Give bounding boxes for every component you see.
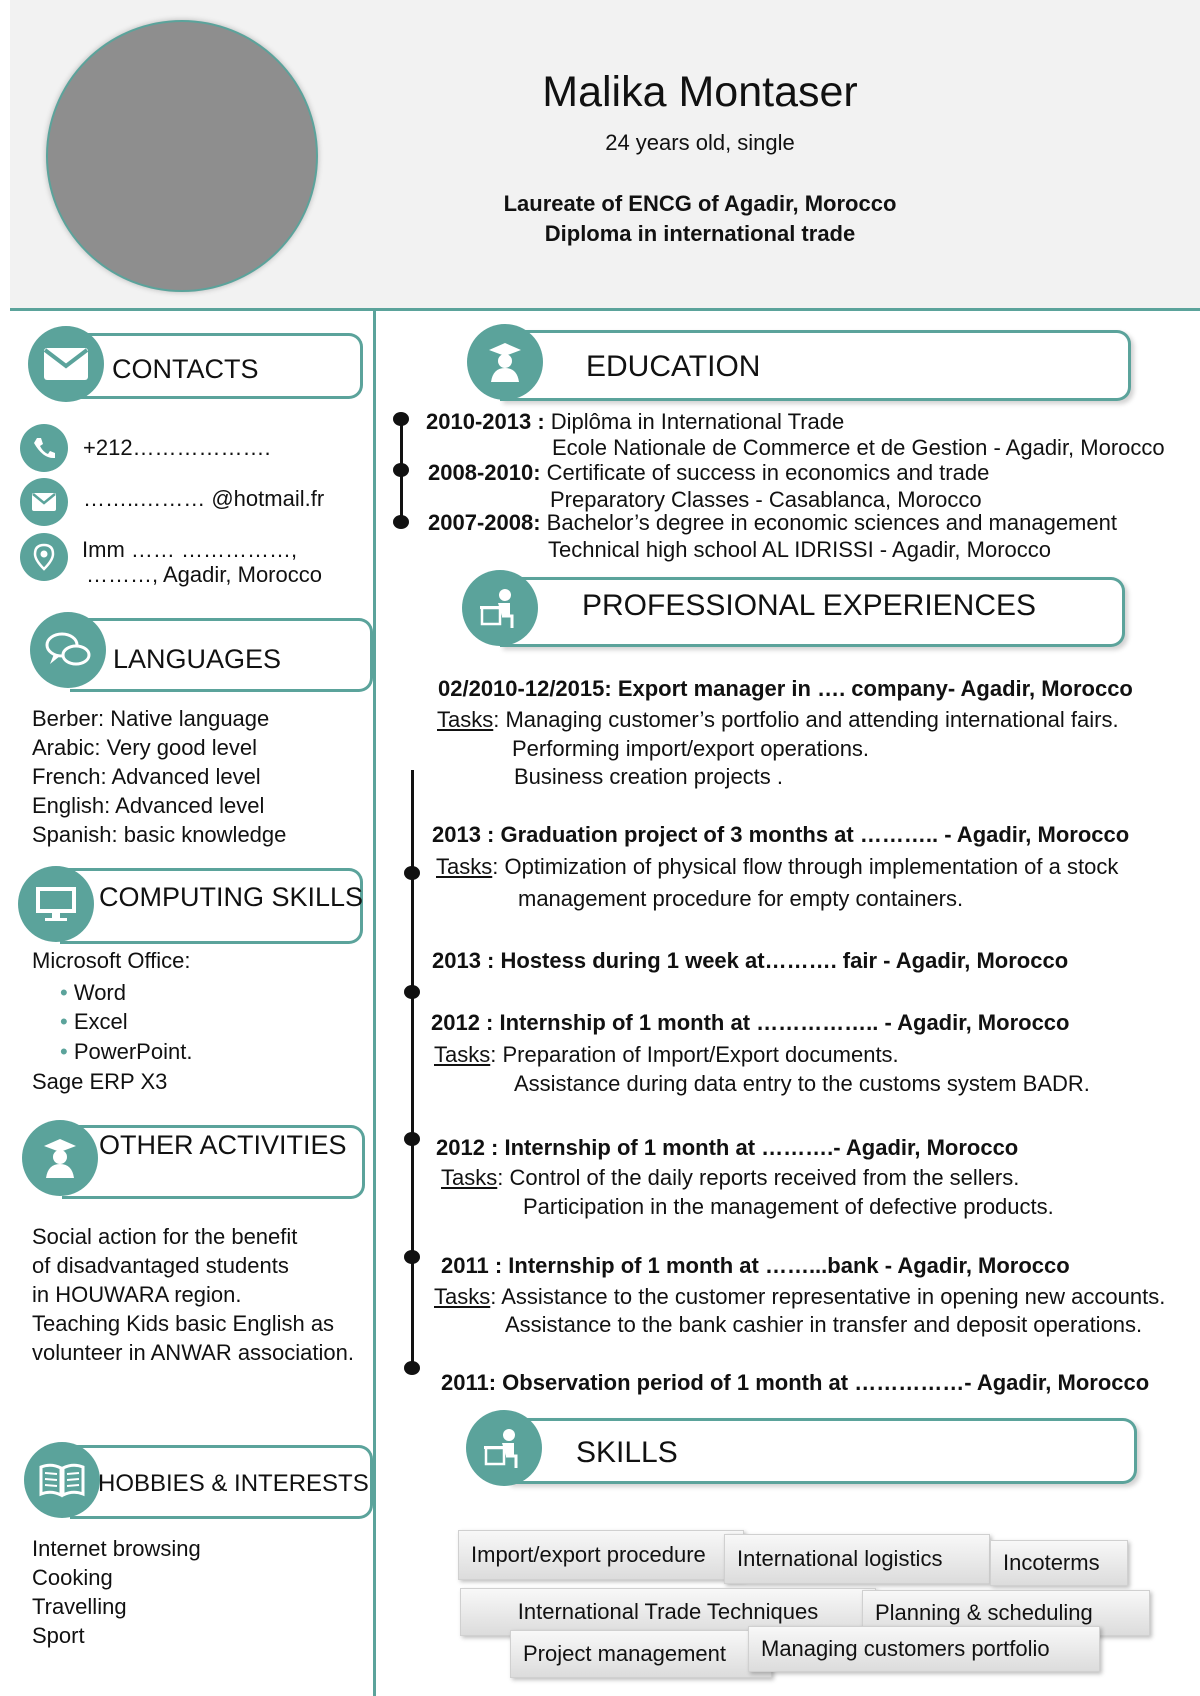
skill-tag: Project management [510,1630,772,1678]
computing-title: COMPUTING SKILLS [99,882,364,912]
computing-excel: • Excel [60,1007,128,1036]
contact-email: ……..……… @hotmail.fr [83,486,325,511]
candidate-age: 24 years old, single [605,130,795,155]
activity-line: in HOUWARA region. [32,1282,242,1307]
experience-task: Participation in the management of defective products. [523,1194,1054,1219]
language-item: Arabic: Very good level [32,735,258,760]
activity-line: volunteer in ANWAR association. [32,1340,354,1365]
timeline-dot [404,985,420,999]
education-title: EDUCATION [586,350,761,383]
hobby-item: Travelling [32,1594,127,1619]
language-item: Berber: Native language [32,706,270,731]
contact-address-1: Imm …… ……………, [82,537,298,562]
email-icon [20,478,68,526]
computing-erp: Sage ERP X3 [32,1069,168,1094]
hobby-item: Internet browsing [32,1536,201,1561]
header-divider [10,308,1200,311]
timeline-dot [393,463,409,477]
skill-tag: Import/export procedure [458,1530,744,1580]
languages-title: LANGUAGES [113,644,282,674]
speech-bubbles-icon [30,612,106,688]
experience-title: PROFESSIONAL EXPERIENCES [582,589,1037,622]
experience-item-title: 2012 : Internship of 1 month at ……….- Agadir, Morocco [436,1135,1019,1160]
experience-item-title: 02/2010-12/2015: Export manager in …. company- Agadir, Morocco [438,676,1133,701]
profile-photo [46,20,318,292]
activity-line: Teaching Kids basic English as [32,1311,335,1336]
computing-word: • Word [60,978,126,1007]
experience-timeline [411,770,414,1370]
skill-tag: International Trade Techniques [460,1588,876,1636]
experience-task: Performing import/export operations. [512,736,870,761]
experience-item-title: 2013 : Hostess during 1 week at………. fair - Agadir, Morocco [432,948,1069,973]
experience-task: Assistance to the bank cashier in transfer and deposit operations. [505,1312,1143,1337]
contact-phone: +212………………. [83,435,271,460]
language-item: Spanish: basic knowledge [32,822,287,847]
hobbies-title: HOBBIES & INTERESTS [98,1470,369,1497]
languages-list [32,704,286,849]
experience-item-title: 2011 : Internship of 1 month at ……...bank - Agadir, Morocco [441,1253,1070,1278]
activities-title: OTHER ACTIVITIES [99,1130,347,1160]
computing-powerpoint: • PowerPoint. [60,1037,192,1066]
graduate-icon [467,324,543,400]
experience-task: Tasks: Assistance to the customer representative in opening new accounts. [434,1284,1166,1309]
skill-tag: Managing customers portfolio [748,1626,1100,1672]
header-line-1: Laureate of ENCG of Agadir, Morocco [503,191,897,216]
experience-item-title: 2011: Observation period of 1 month at ……………- Agadir, Morocco [441,1370,1150,1395]
experience-task: Tasks: Managing customer’s portfolio and attending international fairs. [437,707,1119,732]
header-line-2: Diploma in international trade [544,221,856,246]
experience-item-title: 2012 : Internship of 1 month at …………….. - Agadir, Morocco [431,1010,1070,1035]
education-entry-1: 2010-2013 : Diplôma in International Trade [426,409,845,434]
column-divider [373,311,376,1696]
computing-office: Microsoft Office: [32,948,191,973]
timeline-dot [404,1132,420,1146]
skills-title: SKILLS [576,1436,678,1469]
location-icon [20,533,68,581]
contacts-title: CONTACTS [112,354,259,384]
skill-tag: International logistics [724,1534,990,1584]
desk-worker-icon [462,570,538,646]
experience-task: Assistance during data entry to the customs system BADR. [514,1071,1090,1096]
hobby-item: Cooking [32,1565,113,1590]
education-entry-2: 2008-2010: Certificate of success in economics and trade [428,460,990,485]
hobbies-list [32,1534,201,1650]
experience-task: Business creation projects . [514,764,784,789]
timeline-dot [393,515,409,529]
experience-task: management procedure for empty containers. [518,886,964,911]
timeline-dot [393,412,409,426]
timeline-dot [404,1250,420,1264]
computer-icon [18,866,94,942]
hobby-item: Sport [32,1623,85,1648]
timeline-dot [404,866,420,880]
experience-item-title: 2013 : Graduation project of 3 months at ……….. - Agadir, Morocco [432,822,1130,847]
language-item: English: Advanced level [32,793,265,818]
activity-line: Social action for the benefit [32,1224,298,1249]
desk-worker-icon [466,1410,542,1486]
education-entry-3: 2007-2008: Bachelor’s degree in economic sciences and management [428,510,1117,535]
experience-task: Tasks: Optimization of physical flow through implementation of a stock [436,854,1119,879]
phone-icon [20,424,68,472]
experience-task: Tasks: Control of the daily reports received from the sellers. [441,1165,1020,1190]
graduate-icon [22,1120,98,1196]
contact-address-2: ………, Agadir, Morocco [86,562,322,587]
skill-tag: Incoterms [990,1540,1128,1586]
timeline-dot [404,1361,420,1375]
education-school-1: Ecole Nationale de Commerce et de Gestion - Agadir, Morocco [552,435,1165,460]
skill-tag: Planning & scheduling [862,1590,1150,1636]
candidate-name: Malika Montaser [542,68,858,116]
education-school-2: Preparatory Classes - Casablanca, Morocco [550,487,982,512]
activity-line: of disadvantaged students [32,1253,289,1278]
book-icon [24,1442,100,1518]
language-item: French: Advanced level [32,764,261,789]
education-school-3: Technical high school AL IDRISSI - Agadir, Morocco [548,537,1051,562]
activities-text [32,1222,354,1367]
envelope-icon [28,326,104,402]
experience-task: Tasks: Preparation of Import/Export documents. [434,1042,899,1067]
